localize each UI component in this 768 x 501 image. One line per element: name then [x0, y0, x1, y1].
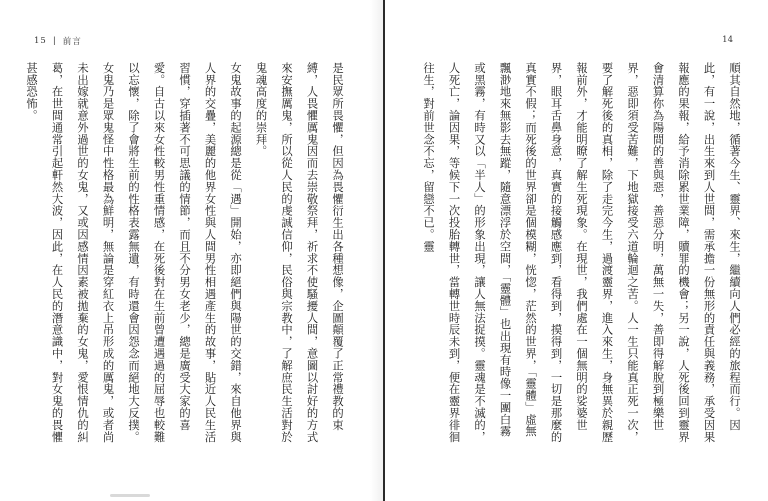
body-text — [422, 62, 747, 444]
paragraph: 女鬼故事的起源總是從「遇」開始，亦即絕們與陽世的交錯，來自他界與人界的交疊，美麗的他界女性與人間男性相遇產生的故事，貼近人民生活習慣，穿插著不可思議的情節，而且不分男女老少，總是廣受大家的喜愛。自古以來女性較男性重情感，在死後對在生前曾遭遇過的屈辱也較難以忘懷，除了會將生前的性格表露無遺，有時還會因怨念而絕地大反撲。女鬼乃是眾鬼怪中性格最為鮮明，無論是穿紅衣上吊形成的厲鬼，或者尚未出嫁就意外過世的女鬼，又或因感情因素被拋棄的女鬼，愛恨情仇的糾葛，在世間通常引起軒然大波，因此，在人民的潛意識中，對女鬼的畏懼甚感恐怖。 — [25, 62, 242, 443]
section-title: 前言 — [62, 37, 82, 47]
body-text — [25, 62, 350, 444]
page-number: 14 — [722, 35, 733, 45]
running-header — [34, 35, 82, 47]
page-number: 15 — [34, 36, 47, 46]
paragraph: 順其自然地，循著今生、靈界、來生，繼續向人們必經的旅程而行。因此，有一說，出生來到人世間，需承擔一份無形的責任與義務，承受因果報應的果報，給予消除累世業障，贖罪的機會；另一說，人死後回到靈界會清算你為陽間的善與惡，善惡分明，萬無一失，善即得解脫到極樂世界，惡即須受苦難，下地獄接受六道輪迴之苦。人一生只能真正死一次，要了解死後的真相，除了走完今生，過渡靈界，進入來生，身無異於親歷報前外，才能明瞭了解生死現象。在現世，我們處在一個無明的娑婆世界，眼耳舌鼻身意，真實的接觸感應到，看得到，摸得到，一切是那麼的真實不假；而死後的世界卻是個模糊，恍惚，茫然的世界，「靈體」虛無飄渺地來無影去無蹤，隨意漂浮於空間，「靈體」也出現有時像一團白霧或黑霧，有時又以「半人」的形象出現，讓人無法捉摸。靈魂是不滅的，人死亡，論因果，等候下一次投胎轉世，當轉世時辰未到，便在靈界徘徊往生，對前世念不忘，留戀不已。靈 — [422, 62, 741, 443]
gutter-shadow — [370, 0, 383, 501]
header-separator: | — [52, 36, 57, 46]
paragraph: 是民眾所畏懼，但因為畏懼衍生出各種想像，企圖顛覆了正常禮教的束縛，人畏懼厲鬼因而去崇敬祭拜，祈求不使騷擾人間，意圖以討好的方式來安撫厲鬼，所以從人民的虔誠信仰，民俗與宗教中，了解庶民生活對於鬼魂高度的崇拜。 — [254, 62, 344, 443]
right-page — [385, 0, 768, 501]
scan-smudge — [110, 494, 150, 497]
left-page — [0, 0, 383, 501]
